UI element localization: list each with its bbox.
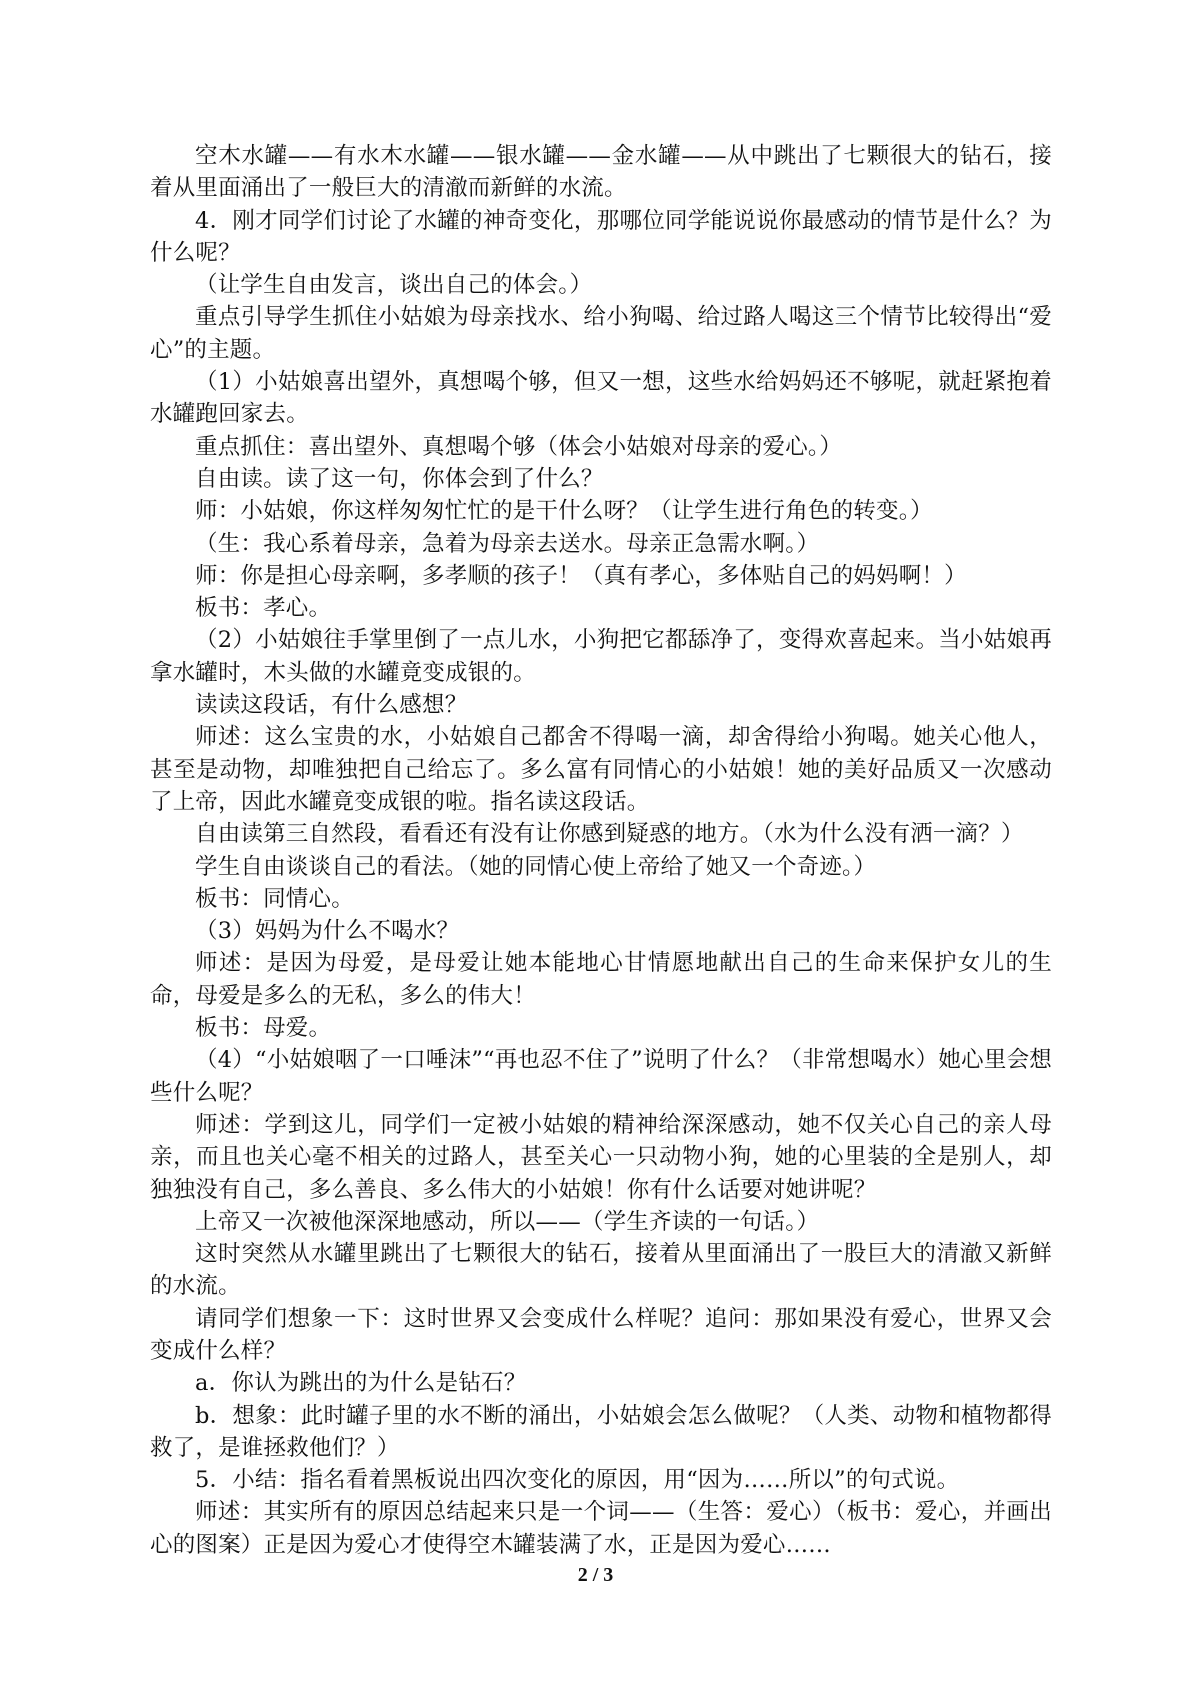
paragraph: （1）小姑娘喜出望外，真想喝个够，但又一想，这些水给妈妈还不够呢，就赶紧抱着水罐跑回家去。	[150, 369, 1052, 428]
paragraph: 板书：同情心。	[195, 885, 354, 912]
paragraph: 师述：这么宝贵的水，小姑娘自己都舍不得喝一滴，却舍得给小狗喝。她关心他人，甚至是动物，却唯独把自己给忘了。多么富有同情心的小姑娘！她的美好品质又一次感动了上帝，因此水罐竟变成银的啦。指名读这段话。	[150, 724, 1052, 815]
paragraph: 这时突然从水罐里跳出了七颗很大的钻石，接着从里面涌出了一股巨大的清澈又新鲜的水流。	[150, 1241, 1052, 1300]
paragraph: 师：你是担心母亲啊，多孝顺的孩子！（真有孝心，多体贴自己的妈妈啊！）	[195, 562, 967, 589]
paragraph: 重点引导学生抓住小姑娘为母亲找水、给小狗喝、给过路人喝这三个情节比较得出“爱心”的主题。	[150, 304, 1052, 363]
paragraph: 4．刚才同学们讨论了水罐的神奇变化，那哪位同学能说说你最感动的情节是什么？为什么呢？	[150, 207, 1052, 266]
paragraph: 读读这段话，有什么感想？	[195, 692, 468, 719]
paragraph: 5．小结：指名看着黑板说出四次变化的原因，用“因为……所以”的句式说。	[195, 1467, 960, 1494]
paragraph: 师述：学到这儿，同学们一定被小姑娘的精神给深深感动，她不仅关心自己的亲人母亲，而且也关心毫不相关的过路人，甚至关心一只动物小狗，她的心里装的全是别人，却独独没有自己，多么善良、多么伟大的小姑娘！你有什么话要对她讲呢？	[150, 1111, 1052, 1203]
paragraph: （4）“小姑娘咽了一口唾沫”“再也忍不住了”说明了什么？（非常想喝水）她心里会想些什么呢？	[150, 1047, 1052, 1106]
paragraph: （让学生自由发言，谈出自己的体会。）	[195, 272, 593, 299]
paragraph: 板书：母爱。	[195, 1015, 332, 1042]
paragraph: （2）小姑娘往手掌里倒了一点儿水，小狗把它都舔净了，变得欢喜起来。当小姑娘再拿水罐时，木头做的水罐竟变成银的。	[150, 627, 1052, 686]
paragraph: 师述：是因为母爱，是母爱让她本能地心甘情愿地献出自己的生命来保护女儿的生命，母爱是多么的无私，多么的伟大！	[150, 950, 1052, 1009]
paragraph: 师述：其实所有的原因总结起来只是一个词——（生答：爱心）（板书：爱心，并画出心的图案）正是因为爱心才使得空木罐装满了水，正是因为爱心……	[150, 1499, 1052, 1558]
page-number: 2 / 3	[577, 1564, 614, 1586]
paragraph: 板书：孝心。	[195, 595, 332, 622]
paragraph: 师：小姑娘，你这样匆匆忙忙的是干什么呀？（让学生进行角色的转变。）	[195, 498, 933, 525]
document-body	[150, 140, 1052, 1561]
paragraph: （生：我心系着母亲，急着为母亲去送水。母亲正急需水啊。）	[195, 530, 820, 557]
paragraph: b．想象：此时罐子里的水不断的涌出，小姑娘会怎么做呢？（人类、动物和植物都得救了，是谁拯救他们？）	[150, 1402, 1052, 1461]
paragraph: （3）妈妈为什么不喝水？	[195, 918, 460, 945]
paragraph: 请同学们想象一下：这时世界又会变成什么样呢？追问：那如果没有爱心，世界又会变成什么样？	[150, 1305, 1052, 1364]
paragraph: 自由读第三自然段，看看还有没有让你感到疑惑的地方。（水为什么没有洒一滴？）	[195, 821, 1024, 848]
paragraph: 自由读。读了这一句，你体会到了什么？	[195, 465, 604, 492]
paragraph: a．你认为跳出的为什么是钻石？	[195, 1370, 527, 1397]
paragraph: 上帝又一次被他深深地感动，所以——（学生齐读的一句话。）	[195, 1208, 820, 1235]
paragraph: 重点抓住：喜出望外、真想喝个够（体会小姑娘对母亲的爱心。）	[195, 433, 843, 460]
paragraph: 学生自由谈谈自己的看法。（她的同情心使上帝给了她又一个奇迹。）	[195, 853, 877, 880]
paragraph: 空木水罐——有水木水罐——银水罐——金水罐——从中跳出了七颗很大的钻石，接着从里面涌出了一般巨大的清澈而新鲜的水流。	[150, 143, 1052, 202]
